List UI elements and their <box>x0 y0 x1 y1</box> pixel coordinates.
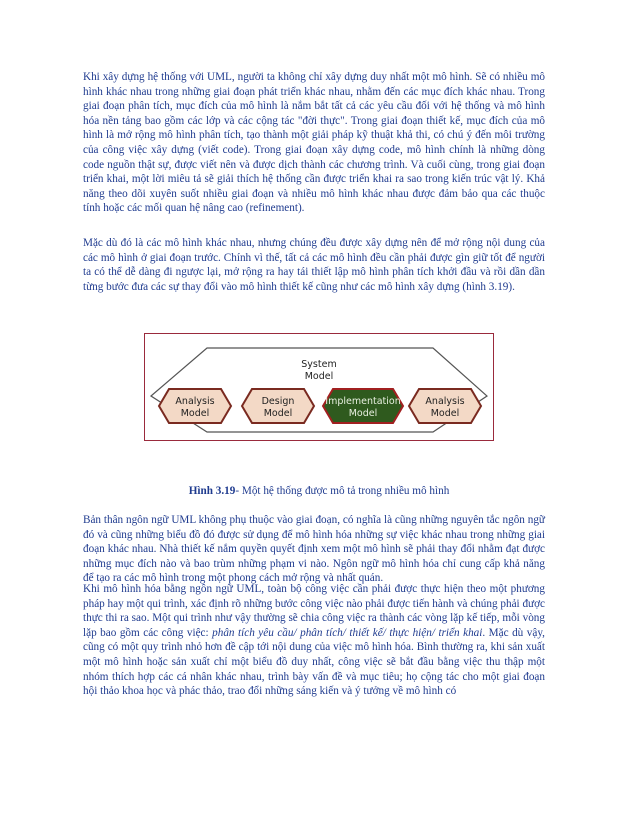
system-model-diagram <box>145 334 493 440</box>
figure-caption-label: Hình 3.19 <box>188 485 236 497</box>
system-model-label-line2: Model <box>304 371 334 382</box>
analysis-model-1-line2: Model <box>180 408 210 419</box>
paragraph-3: Bản thân ngôn ngữ UML không phụ thuộc vào giai đoạn, có nghĩa là cũng những nguyên tắc ngôn ngữ đó và cũng những biểu đồ đó được sử dụng để mô hình hóa những sự việc khác nhau trong những giai đoạn khác nhau. Nhà thiết kế nắm quyền quyết định xem một mô hình sẽ phải thay đổi nhằm đạt được những mục đích nào và bao trùm những phạm vi nào. Ngôn ngữ mô hình hóa chỉ cung cấp khả năng để tạo ra các mô hình trong một phong cách mở rộng và nhất quán. <box>83 514 545 585</box>
design-model-line1: Design <box>261 396 295 407</box>
analysis-model-hexagon-1 <box>159 389 231 423</box>
implementation-model-hexagon <box>323 389 403 423</box>
paragraph-4-part-a: Khi mô hình hóa bằng ngôn ngữ UML, toàn bộ công việc cần phải được thực hiện theo một phương pháp hay một qui trình, xác định rõ những bước công việc nào phải được tiến hành và chúng phải được thực thi ra sao. Một qui trình như vậy thường sẽ chia công việc ra thành các vòng lặp kế tiếp, mỗi vòng lặp bao gồm các công việc: <box>83 583 545 639</box>
design-model-line2: Model <box>263 408 293 419</box>
paragraph-2: Mặc dù đó là các mô hình khác nhau, nhưng chúng đều được xây dựng nên để mở rộng nội dung của các mô hình ở giai đoạn trước. Chính vì thế, tất cả các mô hình đều cần phải được gìn giữ tốt để người ta có thể dễ dàng đi ngược lại, mở rộng ra hay tái thiết lập mô hình phân tích khởi đầu và rồi dần dần từng bước đưa các sự thay đổi vào mô hình thiết kế cũng như các mô hình xây dựng (hình 3.19). <box>83 237 545 293</box>
paragraph-4-part-b: . Mặc dù vậy, cũng có một quy trình nhỏ hơn đề cập tới nội dung của việc mô hình hóa. Bình thường ra, khi sản xuất một mô hình hoặc sản xuất chỉ một biểu đồ duy nhất, công việc sẽ bắt đầu bằng việc thu thập một nhóm thích hợp các cá nhân khác nhau, trình bày vấn đề và mục tiêu; họ cộng tác cho một giai đoạn hội thảo khoa học và phác thảo, trao đổi những sáng kiến và ý tưởng về mô hình có <box>83 626 545 698</box>
analysis-model-2-line2: Model <box>430 408 460 419</box>
implementation-model-line1: Implementation <box>325 396 401 407</box>
design-model-hexagon <box>242 389 314 423</box>
paragraph-1: Khi xây dựng hệ thống với UML, người ta không chỉ xây dựng duy nhất một mô hình. Sẽ có nhiều mô hình khác nhau trong những giai đoạn phát triển khác nhau, nhằm đến các mục đích khác nhau. Trong giai đoạn phân tích, mục đích của mô hình là nắm bắt tất cả các yêu cầu đối với hệ thống và mô hình hóa nền tảng bao gồm các lớp và các cộng tác "đời thực". Trong giai đoạn thiết kế, mục đích của mô hình là mở rộng mô hình phân tích, tạo thành một giải pháp kỹ thuật khả thi, có chú ý đến môi trường của công việc xây dựng (viết code). Trong giai đoạn xây dựng code, mô hình chính là những dòng code nguồn thật sự, được viết nên và được dịch thành các chương trình. Và cuối cùng, trong giai đoạn triển khai, một lời miêu tả sẽ giải thích hệ thống cần được triển khai ra sao trong kiến trúc vật lý. Khả năng theo dõi xuyên suốt nhiều giai đoạn và nhiều mô hình khác nhau được đảm bảo qua các thuộc tính hoặc các mối quan hệ nâng cao (refinement). <box>83 71 545 215</box>
analysis-model-hexagon-2 <box>409 389 481 423</box>
figure-caption-text: - Một hệ thống được mô tả trong nhiều mô hình <box>235 485 450 497</box>
figure-caption <box>0 485 638 497</box>
implementation-model-line2: Model <box>348 408 378 419</box>
system-model-label-line1: System <box>301 359 337 370</box>
paragraph-4 <box>83 582 545 699</box>
paragraph-4-italic: phân tích yêu cầu/ phân tích/ thiết kế/ thực hiện/ triển khai <box>212 626 483 639</box>
analysis-model-1-line1: Analysis <box>175 396 215 407</box>
figure-system-model-diagram <box>144 333 494 441</box>
analysis-model-2-line1: Analysis <box>425 396 465 407</box>
